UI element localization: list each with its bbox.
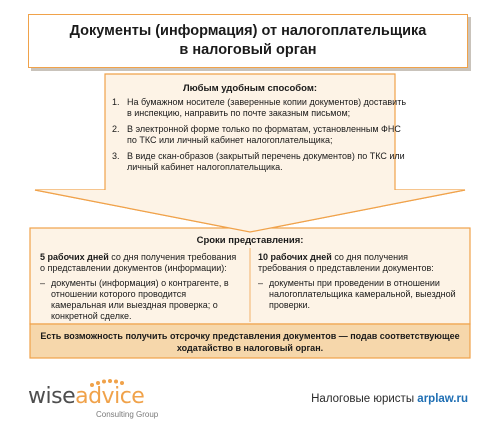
- deadline-intro: [258, 252, 458, 274]
- method-item: [112, 97, 412, 119]
- deadline-condition: со дня получения требования о представлении документов (информации):: [40, 252, 237, 273]
- deadline-condition: со дня получения требования о представлении документов:: [258, 252, 434, 273]
- logo-subtitle: Consulting Group: [96, 410, 159, 419]
- footer-caption: [311, 393, 468, 405]
- method-number: 1.: [112, 97, 120, 107]
- title-line-2: в налоговый орган: [179, 42, 317, 58]
- method-number: 3.: [112, 151, 120, 161]
- logo-advice: advice: [75, 384, 145, 409]
- deadline-term: 5 рабочих дней: [40, 252, 109, 262]
- method-number: 2.: [112, 124, 120, 134]
- deadline-item-text: документы (информация) о контрагенте, в отношении которого проводится камеральная или выездная проверка; о конкретной сделке.: [51, 278, 229, 321]
- deadline-column-5-days: [40, 252, 240, 322]
- methods-list: [112, 97, 412, 178]
- method-text: В электронной форме только по форматам, установленным ФНС по ТКС или личный кабинет налогоплательщика;: [127, 124, 401, 145]
- deadlines-heading: Сроки представления:: [196, 235, 304, 246]
- dash-marker: –: [258, 278, 264, 288]
- dash-marker: –: [40, 278, 46, 288]
- deadline-term: 10 рабочих дней: [258, 252, 332, 262]
- method-text: В виде скан-образов (закрытый перечень документов) по ТКС или личный кабинет налогоплательщика.: [127, 151, 405, 172]
- title-line-1: Документы (информация) от налогоплательщика: [69, 23, 427, 39]
- deadline-item-text: документы при проведении в отношении налогоплательщика камеральной, выездной проверки.: [269, 278, 456, 310]
- footer-prefix: Налоговые юристы: [311, 393, 418, 405]
- method-text: На бумажном носителе (заверенные копии документов) доставить в инспекцию, направить по почте заказным письмом;: [127, 97, 407, 118]
- deadline-column-10-days: [258, 252, 458, 311]
- logo-wise: wise: [28, 384, 76, 409]
- deferral-note: Есть возможность получить отсрочку представления документов — подав соответствующее ходатайство в налоговый орган.: [40, 331, 460, 353]
- arrow-tip: [35, 190, 465, 232]
- methods-heading: Любым удобным способом:: [182, 83, 318, 94]
- method-item: [112, 151, 412, 173]
- method-item: [112, 124, 412, 146]
- deadline-intro: [40, 252, 240, 274]
- title-box: [28, 14, 468, 68]
- footer-site-link[interactable]: arplaw.ru: [417, 393, 468, 405]
- deadline-item: [40, 278, 240, 322]
- logo-wordmark: [28, 384, 144, 409]
- deadline-item: [258, 278, 458, 311]
